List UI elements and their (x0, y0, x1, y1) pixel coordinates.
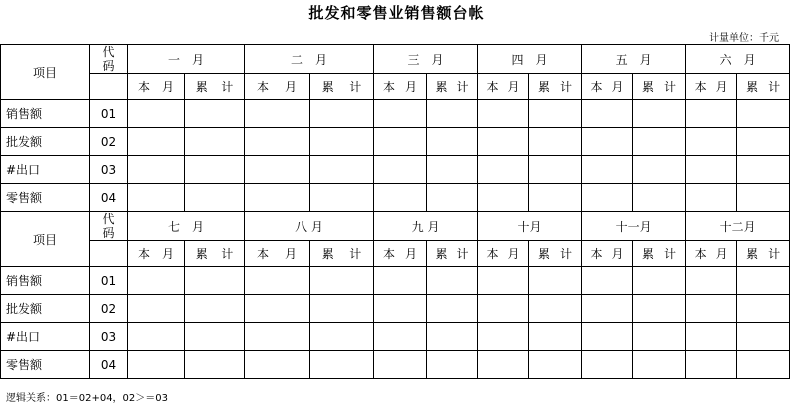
entry-cell[interactable] (529, 295, 582, 323)
sub-header-char: 累 (195, 247, 208, 261)
sub-header-char: 累 (538, 80, 551, 94)
entry-cell[interactable] (529, 323, 582, 351)
this-month-header (374, 241, 427, 267)
month-header: 八 月 (245, 212, 374, 241)
entry-cell[interactable] (427, 351, 478, 379)
entry-cell[interactable] (310, 323, 374, 351)
table-row (1, 267, 790, 295)
cumulative-header (529, 74, 582, 100)
sub-header-char: 计 (768, 247, 781, 261)
entry-cell[interactable] (529, 156, 582, 184)
entry-cell[interactable] (686, 128, 737, 156)
entry-cell[interactable] (529, 184, 582, 212)
this-month-header (245, 74, 310, 100)
sub-header-char: 计 (664, 80, 677, 94)
cumulative-header (737, 74, 790, 100)
entry-cell[interactable] (737, 184, 790, 212)
entry-cell[interactable] (310, 351, 374, 379)
code-header-blank (90, 241, 128, 267)
cumulative-header (185, 241, 245, 267)
entry-cell[interactable] (310, 267, 374, 295)
sub-header-char: 本 (137, 247, 150, 261)
entry-cell[interactable] (128, 128, 185, 156)
month-header: 十一月 (582, 212, 686, 241)
entry-cell[interactable] (245, 128, 310, 156)
sub-header-char: 本 (486, 80, 499, 94)
sub-header-char: 计 (221, 247, 234, 261)
entry-cell[interactable] (185, 351, 245, 379)
month-header: 十二月 (686, 212, 790, 241)
entry-cell[interactable] (737, 267, 790, 295)
entry-cell[interactable] (686, 323, 737, 351)
code-header-char-2: 码 (102, 226, 115, 240)
entry-cell[interactable] (582, 100, 633, 128)
sub-header-char: 月 (285, 80, 298, 94)
code-header-char-2: 码 (102, 59, 115, 73)
entry-cell[interactable] (737, 156, 790, 184)
row-code: 04 (90, 351, 128, 379)
code-header-char-1: 代 (102, 212, 115, 226)
entry-cell[interactable] (478, 156, 529, 184)
sub-header-char: 累 (538, 247, 551, 261)
entry-cell[interactable] (582, 184, 633, 212)
sub-header-char: 计 (560, 80, 573, 94)
entry-cell[interactable] (529, 267, 582, 295)
entry-cell[interactable] (128, 100, 185, 128)
sub-header-char: 计 (560, 247, 573, 261)
logic-footnote: 逻辑关系：01＝02+04，02＞＝03 (6, 393, 169, 404)
month-header: 九 月 (374, 212, 478, 241)
entry-cell[interactable] (582, 156, 633, 184)
this-month-header (478, 241, 529, 267)
month-header: 二 月 (245, 45, 374, 74)
entry-cell[interactable] (374, 184, 427, 212)
code-header-blank (90, 74, 128, 100)
sub-header-char: 月 (161, 247, 174, 261)
row-label: 批发额 (1, 295, 90, 323)
entry-cell[interactable] (478, 128, 529, 156)
sub-header-char: 月 (715, 80, 728, 94)
cumulative-header (310, 74, 374, 100)
entry-cell[interactable] (310, 184, 374, 212)
entry-cell[interactable] (686, 351, 737, 379)
entry-cell[interactable] (737, 128, 790, 156)
sub-header-char: 月 (715, 247, 728, 261)
first-half-header-sub (1, 74, 790, 100)
entry-cell[interactable] (245, 156, 310, 184)
cumulative-header (529, 241, 582, 267)
this-month-header (686, 74, 737, 100)
entry-cell[interactable] (374, 351, 427, 379)
entry-cell[interactable] (128, 184, 185, 212)
entry-cell[interactable] (310, 128, 374, 156)
entry-cell[interactable] (633, 267, 686, 295)
sub-header-char: 累 (746, 247, 759, 261)
entry-cell[interactable] (128, 156, 185, 184)
entry-cell[interactable] (478, 100, 529, 128)
sub-header-char: 累 (195, 80, 208, 94)
row-label: #出口 (1, 156, 90, 184)
table-row (1, 100, 790, 128)
entry-cell[interactable] (374, 295, 427, 323)
this-month-header (128, 74, 185, 100)
entry-cell[interactable] (374, 156, 427, 184)
sub-header-char: 本 (383, 247, 396, 261)
row-label: 销售额 (1, 100, 90, 128)
entry-cell[interactable] (582, 295, 633, 323)
sub-header-char: 计 (349, 247, 362, 261)
this-month-header (582, 241, 633, 267)
page-title: 批发和零售业销售额台帐 (308, 4, 485, 22)
code-header (90, 212, 128, 241)
sub-header-char: 累 (642, 80, 655, 94)
month-header: 三 月 (374, 45, 478, 74)
row-code: 04 (90, 184, 128, 212)
entry-cell[interactable] (374, 128, 427, 156)
entry-cell[interactable] (185, 156, 245, 184)
entry-cell[interactable] (737, 323, 790, 351)
entry-cell[interactable] (633, 128, 686, 156)
table-row (1, 295, 790, 323)
entry-cell[interactable] (633, 100, 686, 128)
cumulative-header (185, 74, 245, 100)
sub-header-char: 月 (611, 247, 624, 261)
entry-cell[interactable] (686, 100, 737, 128)
entry-cell[interactable] (185, 100, 245, 128)
entry-cell[interactable] (128, 267, 185, 295)
entry-cell[interactable] (427, 128, 478, 156)
entry-cell[interactable] (686, 184, 737, 212)
sub-header-char: 月 (405, 80, 418, 94)
table-row (1, 323, 790, 351)
entry-cell[interactable] (185, 267, 245, 295)
entry-cell[interactable] (128, 295, 185, 323)
entry-cell[interactable] (185, 295, 245, 323)
sub-header-char: 累 (746, 80, 759, 94)
table-row (1, 156, 790, 184)
cumulative-header (633, 241, 686, 267)
sub-header-char: 计 (456, 80, 469, 94)
cumulative-header (633, 74, 686, 100)
entry-cell[interactable] (582, 351, 633, 379)
sub-header-char: 累 (435, 247, 448, 261)
entry-cell[interactable] (427, 295, 478, 323)
this-month-header (686, 241, 737, 267)
row-code: 02 (90, 128, 128, 156)
entry-cell[interactable] (185, 323, 245, 351)
entry-cell[interactable] (737, 351, 790, 379)
cumulative-header (427, 241, 478, 267)
entry-cell[interactable] (686, 267, 737, 295)
entry-cell[interactable] (185, 184, 245, 212)
cumulative-header (427, 74, 478, 100)
entry-cell[interactable] (310, 156, 374, 184)
sub-header-char: 本 (257, 247, 270, 261)
code-header-char-1: 代 (102, 45, 115, 59)
entry-cell[interactable] (478, 267, 529, 295)
month-header: 一 月 (128, 45, 245, 74)
entry-cell[interactable] (245, 295, 310, 323)
code-header (90, 45, 128, 74)
second-half-header-sub (1, 241, 790, 267)
first-half-header-months (1, 45, 790, 74)
entry-cell[interactable] (633, 156, 686, 184)
row-label: 零售额 (1, 351, 90, 379)
sub-header-char: 月 (507, 247, 520, 261)
sub-header-char: 计 (768, 80, 781, 94)
entry-cell[interactable] (427, 100, 478, 128)
entry-cell[interactable] (245, 323, 310, 351)
sub-header-char: 本 (383, 80, 396, 94)
sub-header-char: 累 (321, 80, 334, 94)
entry-cell[interactable] (310, 100, 374, 128)
month-header: 六 月 (686, 45, 790, 74)
entry-cell[interactable] (427, 323, 478, 351)
this-month-header (128, 241, 185, 267)
entry-cell[interactable] (427, 267, 478, 295)
entry-cell[interactable] (478, 184, 529, 212)
month-header: 十月 (478, 212, 582, 241)
this-month-header (582, 74, 633, 100)
second-half-header-months (1, 212, 790, 241)
row-code: 01 (90, 100, 128, 128)
sub-header-char: 本 (486, 247, 499, 261)
entry-cell[interactable] (529, 351, 582, 379)
entry-cell[interactable] (245, 351, 310, 379)
entry-cell[interactable] (374, 323, 427, 351)
sub-header-char: 累 (642, 247, 655, 261)
entry-cell[interactable] (633, 295, 686, 323)
sub-header-char: 月 (507, 80, 520, 94)
entry-cell[interactable] (582, 128, 633, 156)
ledger-table (0, 44, 790, 379)
table-row (1, 184, 790, 212)
table-row (1, 128, 790, 156)
entry-cell[interactable] (529, 100, 582, 128)
unit-label: 计量单位：千元 (709, 33, 779, 44)
entry-cell[interactable] (633, 184, 686, 212)
sub-header-char: 累 (321, 247, 334, 261)
sub-header-char: 本 (590, 247, 603, 261)
sub-header-char: 累 (435, 80, 448, 94)
entry-cell[interactable] (374, 267, 427, 295)
sub-header-char: 月 (285, 247, 298, 261)
entry-cell[interactable] (633, 323, 686, 351)
entry-cell[interactable] (737, 295, 790, 323)
row-code: 01 (90, 267, 128, 295)
sub-header-char: 本 (257, 80, 270, 94)
row-label: 批发额 (1, 128, 90, 156)
sub-header-char: 月 (405, 247, 418, 261)
row-label: 销售额 (1, 267, 90, 295)
cumulative-header (737, 241, 790, 267)
cumulative-header (310, 241, 374, 267)
month-header: 五 月 (582, 45, 686, 74)
row-label: #出口 (1, 323, 90, 351)
entry-cell[interactable] (185, 128, 245, 156)
entry-cell[interactable] (427, 184, 478, 212)
table-row (1, 351, 790, 379)
sub-header-char: 计 (349, 80, 362, 94)
entry-cell[interactable] (245, 100, 310, 128)
entry-cell[interactable] (478, 295, 529, 323)
item-header: 项目 (1, 212, 90, 267)
month-header: 七 月 (128, 212, 245, 241)
sub-header-char: 计 (664, 247, 677, 261)
this-month-header (374, 74, 427, 100)
entry-cell[interactable] (582, 323, 633, 351)
entry-cell[interactable] (374, 100, 427, 128)
row-label: 零售额 (1, 184, 90, 212)
entry-cell[interactable] (478, 323, 529, 351)
entry-cell[interactable] (245, 267, 310, 295)
sub-header-char: 计 (221, 80, 234, 94)
row-code: 02 (90, 295, 128, 323)
entry-cell[interactable] (529, 128, 582, 156)
entry-cell[interactable] (737, 100, 790, 128)
entry-cell[interactable] (478, 351, 529, 379)
item-header: 项目 (1, 45, 90, 100)
sub-header-char: 月 (611, 80, 624, 94)
entry-cell[interactable] (686, 156, 737, 184)
sub-header-char: 月 (161, 80, 174, 94)
sub-header-char: 计 (456, 247, 469, 261)
sub-header-char: 本 (694, 80, 707, 94)
entry-cell[interactable] (427, 156, 478, 184)
row-code: 03 (90, 156, 128, 184)
entry-cell[interactable] (633, 351, 686, 379)
sub-header-char: 本 (137, 80, 150, 94)
entry-cell[interactable] (582, 267, 633, 295)
entry-cell[interactable] (245, 184, 310, 212)
this-month-header (478, 74, 529, 100)
entry-cell[interactable] (686, 295, 737, 323)
row-code: 03 (90, 323, 128, 351)
sub-header-char: 本 (694, 247, 707, 261)
entry-cell[interactable] (128, 323, 185, 351)
entry-cell[interactable] (128, 351, 185, 379)
month-header: 四 月 (478, 45, 582, 74)
entry-cell[interactable] (310, 295, 374, 323)
sub-header-char: 本 (590, 80, 603, 94)
this-month-header (245, 241, 310, 267)
